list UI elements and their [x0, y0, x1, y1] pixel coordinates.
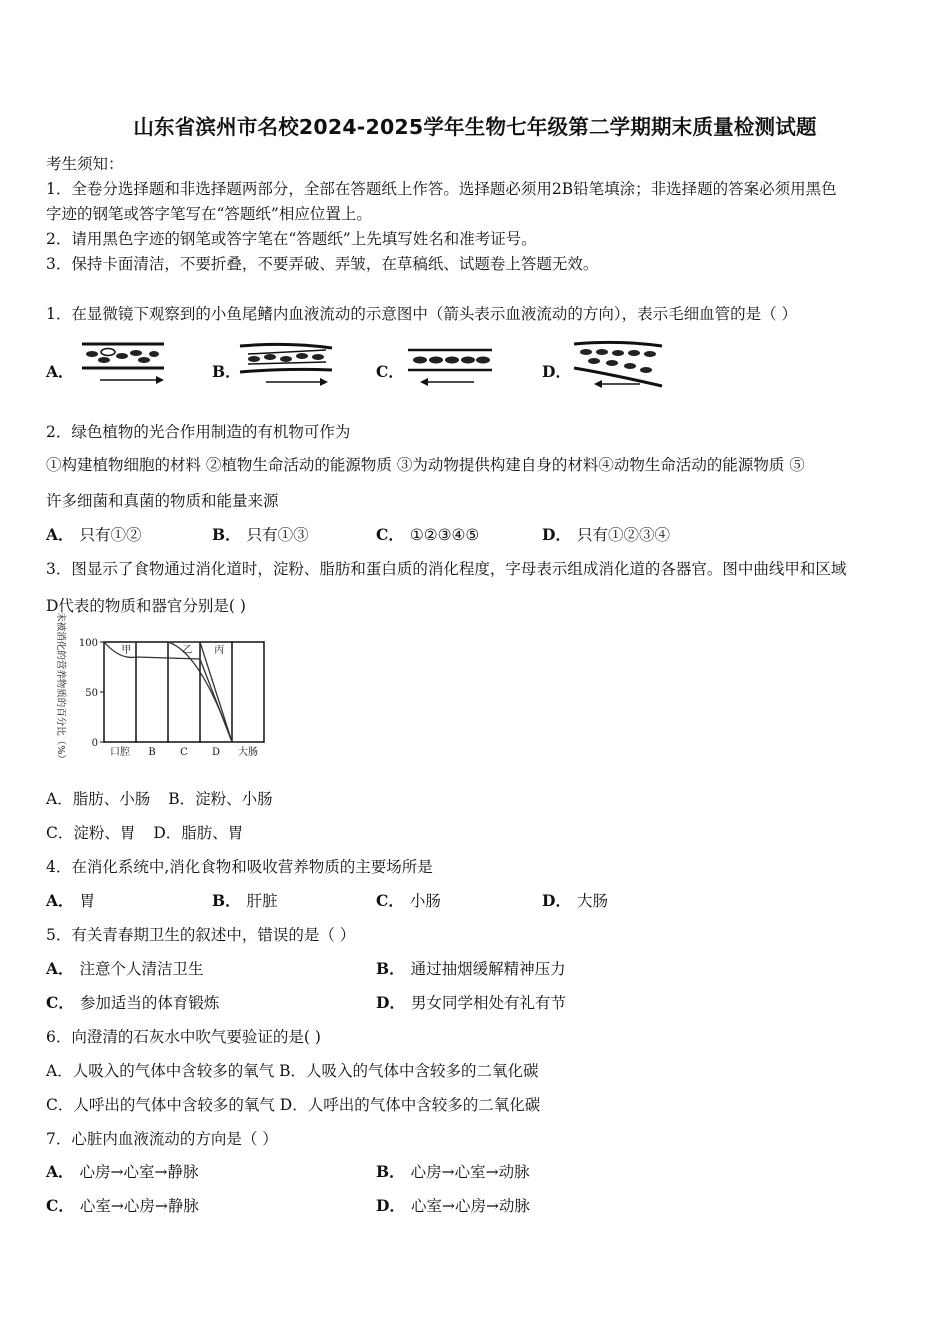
chart-x-category-label: 大肠 — [238, 747, 258, 758]
notice-item: 3．保持卡面清洁，不要折叠，不要弄破、弄皱，在草稿纸、试题卷上答题无效。 — [46, 255, 599, 273]
notice-item: 2．请用黑色字迹的钢笔或答字笔在“答题纸”上先填写姓名和准考证号。 — [46, 230, 537, 248]
q1-vessel-d-image — [570, 338, 666, 392]
q6-options-row[interactable]: A．人吸入的气体中含较多的氧气 B．人吸入的气体中含较多的二氧化碳 — [46, 1062, 539, 1080]
q7-stem: 7．心脏内血液流动的方向是（ ） — [46, 1130, 278, 1148]
q2-statements-line: 许多细菌和真菌的物质和能量来源 — [46, 492, 279, 510]
q3-option-b[interactable]: B．淀粉、小肠 — [168, 790, 273, 808]
chart-series-label: 丙 — [214, 645, 225, 656]
q5-option-c[interactable]: C． 参加适当的体育锻炼 — [46, 993, 220, 1012]
q2-option-a[interactable]: A． 只有①② — [46, 525, 142, 544]
q3-options-row — [46, 787, 273, 809]
q4-option-c[interactable]: C． 小肠 — [376, 891, 441, 910]
q4-option-d[interactable]: D． 大肠 — [542, 891, 608, 910]
q4-option-a[interactable]: A． 胃 — [46, 891, 96, 910]
q1-vessel-c-image — [404, 340, 496, 388]
notice-heading: 考生须知： — [46, 155, 124, 173]
q3-option-a[interactable]: A．脂肪、小肠 — [46, 790, 151, 808]
q7-option-d[interactable]: D． 心室→心房→动脉 — [376, 1196, 530, 1215]
q5-option-a[interactable]: A． 注意个人清洁卫生 — [46, 959, 204, 978]
chart-y-tick-label: 50 — [85, 688, 98, 699]
q6-options-row[interactable]: C．人呼出的气体中含较多的氧气 D．人呼出的气体中含较多的二氧化碳 — [46, 1096, 541, 1114]
q4-stem: 4．在消化系统中,消化食物和吸收营养物质的主要场所是 — [46, 858, 433, 876]
q3-stem: D代表的物质和器官分别是( ) — [46, 597, 246, 615]
q1-option-d-label: D． — [542, 362, 571, 381]
q2-option-b[interactable]: B． 只有①③ — [212, 525, 309, 544]
q2-option-d[interactable]: D． 只有①②③④ — [542, 525, 670, 544]
notice-item: 1．全卷分选择题和非选择题两部分，全部在答题纸上作答。选择题必须用2B铅笔填涂；非选择题的答案必须用黑色 — [46, 180, 837, 198]
q7-option-b[interactable]: B． 心房→心室→动脉 — [376, 1162, 530, 1181]
q7-option-c[interactable]: C． 心室→心房→静脉 — [46, 1196, 199, 1215]
chart-x-category-label: 口腔 — [110, 747, 130, 758]
chart-series-label: 乙 — [182, 645, 193, 656]
chart-x-category-label: B — [148, 747, 156, 758]
q7-option-a[interactable]: A． 心房→心室→静脉 — [46, 1162, 199, 1181]
q2-option-c[interactable]: C． ①②③④⑤ — [376, 525, 480, 544]
q1-option-b-label: B． — [212, 362, 241, 381]
q3-option-c[interactable]: C．淀粉、胃 — [46, 824, 136, 842]
q5-option-b[interactable]: B． 通过抽烟缓解精神压力 — [376, 959, 566, 978]
q2-stem: 2．绿色植物的光合作用制造的有机物可作为 — [46, 423, 351, 441]
q3-options-row — [46, 821, 243, 843]
q5-stem: 5．有关青春期卫生的叙述中，错误的是（ ） — [46, 926, 356, 944]
q3-stem: 3．图显示了食物通过消化道时，淀粉、脂肪和蛋白质的消化程度，字母表示组成消化道的各器官。图中曲线甲和区域 — [46, 560, 847, 578]
q1-option-c-label: C． — [376, 362, 404, 381]
q1-option-a-label: A． — [46, 362, 74, 381]
q6-stem: 6．向澄清的石灰水中吹气要验证的是( ) — [46, 1028, 321, 1046]
chart-y-tick-label: 0 — [91, 738, 98, 749]
q2-statements-line: ①构建植物细胞的材料 ②植物生命活动的能源物质 ③为动物提供构建自身的材料④动物生命活动的能源物质 ⑤ — [46, 456, 805, 474]
chart-x-category-label: C — [180, 747, 188, 758]
notice-item: 字迹的钢笔或答字笔写在“答题纸”相应位置上。 — [46, 205, 372, 223]
q1-vessel-a-image — [78, 340, 168, 388]
chart-x-category-label: D — [211, 747, 221, 758]
q5-option-d[interactable]: D． 男女同学相处有礼有节 — [376, 993, 566, 1012]
chart-y-tick-label: 100 — [78, 638, 98, 649]
digestion-chart — [44, 612, 274, 764]
q1-vessel-b-image — [238, 340, 334, 388]
page-title: 山东省滨州市名校2024-2025学年生物七年级第二学期期末质量检测试题 — [133, 115, 817, 139]
q4-option-b[interactable]: B． 肝脏 — [212, 891, 278, 910]
q1-stem: 1．在显微镜下观察到的小鱼尾鳍内血液流动的示意图中（箭头表示血液流动的方向），表示毛细血管的是（ ） — [46, 305, 798, 323]
q3-option-d[interactable]: D．脂肪、胃 — [153, 824, 244, 842]
chart-y-label: 未被消化的营养物质的百分比（%） — [55, 612, 66, 764]
chart-series-label: 甲 — [121, 645, 132, 656]
